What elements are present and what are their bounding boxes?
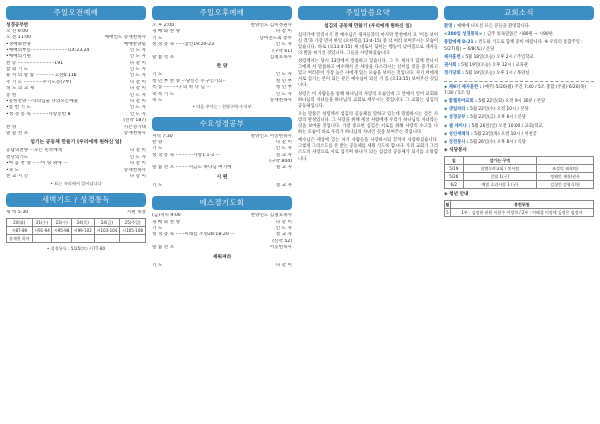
order-line-left: 경 배 와 찬 양 (152, 29, 181, 35)
table-row (445, 208, 594, 216)
order-line-right: 인 도 자 (129, 67, 146, 73)
order-line-left: 기 도 (152, 35, 163, 41)
sermon-paragraph: 오늘 말씀은 성령께서 섬김의 공동체를 말하고 있는데 말씀하시는 것은 사랑의 완성입니다. 그 사랑을 위해 세상 사람에게 우리가 하나님의 자녀라는 것을 보여줄 것입니다. 가장 중요한 섬김은 서로를 위해 사랑의 수고를 다 하는 모습이 바로 우리가 하나님의 자녀인 것을 보여주는 것입니다. (298, 111, 438, 136)
order-line (152, 245, 292, 251)
sermon-paragraph: 십자가에 달리시기 전 예수님은 제자들과의 마지막 만찬에서 요 '이를 보이신 것'과 가장 먼저 한일 (요한복음 13:4-15) 중 더 여러 보여주시는 모습이 있습니다. 바로 (요13:4-15) 제 대로서 닦이는 행동이 낮아짐으로 제자들의 발을 씻기신 것입니다. 그들을 사랑하셨습니다. (298, 32, 438, 57)
order-line-left: •봉헌찬양 ···나의입술 나의모든예물 (6, 99, 79, 105)
order-line-right: 다 같 이 (275, 139, 292, 145)
table-cell (120, 234, 146, 242)
reading-footer: • 성경통독 : 5/25(토) 시77-80 (46, 245, 106, 251)
order-line-left: •축 도 (6, 167, 20, 173)
table-cell: 21(수) (32, 218, 52, 226)
news-item (444, 99, 594, 105)
news-item-title: 환영 : (444, 24, 458, 29)
news-item-text: 5월 22일(수) 오전 10시 / 본당 (470, 107, 529, 113)
order-line-left: 기 도 (152, 146, 163, 152)
standing-note: • 표는 자리에서 일어납니다 (50, 181, 102, 187)
order-line-right: 시온성가대 (123, 124, 146, 130)
praise-subheader: 찬 양 (216, 64, 228, 70)
table-cell: 정해민 제직/권사 (537, 173, 594, 181)
order-line-left: 성 도 의 교 제 (6, 86, 35, 92)
wednesday-study-header: 수요성경공부 (152, 117, 292, 131)
order-line-left: •예배의부름·························요4:23,24 (6, 47, 90, 53)
order-line-left: 성 경 봉 독 ······잠언19:20-23 (152, 42, 214, 48)
news-item-title: ◈ 성전봉사 : (444, 140, 471, 146)
wednesday-last-line: 기 도 설 교 자 (152, 182, 292, 188)
divider (444, 81, 594, 82)
news-item-text: 5월 23일(금) 오후 8시 / 본당 (470, 115, 526, 121)
table-cell: 5/26 (445, 173, 464, 181)
order-line (6, 174, 146, 180)
order-line-left: 성 경 봉 독 ······미래를 소명28:18-20 ··· (152, 232, 235, 238)
news-item-title: 통합예배 D-21 : (444, 40, 479, 46)
church-news-header: 교회소식 (444, 6, 594, 20)
news-item-text: 5월 26일(일) 오전 10:00 / 교회/학교 (471, 123, 543, 129)
order-line-right: 다 같 이 (129, 173, 146, 179)
order-line-left: 오 전 9:00 (6, 28, 29, 34)
table-cell (94, 234, 120, 242)
table-cell: 시99-102 (71, 226, 94, 234)
friday-last-line: 기 도 다 같 이 (152, 262, 292, 268)
order-line-right: 이동헌목사 (269, 245, 292, 251)
order-line-right: (신약 52) (272, 238, 292, 244)
order-line-right: 다 같 이 (129, 161, 146, 167)
order-line-left: 경 배 와 찬 양 (152, 219, 181, 225)
order-line-left: 오 전 11:00 (6, 35, 32, 41)
order-line-right: 인 도 자 (275, 91, 292, 97)
order-line-right: 다 같 이 (275, 29, 292, 35)
order-line-right: 인 도 자 (275, 146, 292, 152)
table-cell: 일 (445, 157, 464, 165)
order-line-left: 축 도 (152, 97, 163, 103)
order-line-left: 찬 양 (6, 124, 17, 130)
table-cell: 25(주일) (120, 218, 146, 226)
table-cell: 예열 효과사람 1 (구) (463, 181, 537, 189)
table-row (445, 173, 594, 181)
table-row (7, 226, 146, 234)
table-cell: 23(수) (52, 218, 72, 226)
table-header-row (445, 157, 594, 165)
order-line-right: 설 교 자 (275, 152, 292, 158)
afternoon-worship-header: 주일오후예배 (152, 6, 292, 20)
order-line-left: 저녁 7:30 (152, 133, 173, 139)
order-line-right: 인 도 자 (129, 111, 146, 117)
time-header: 성경공부반 (6, 23, 29, 28)
order-line-right: 설 교 자 (275, 232, 292, 238)
friday-sub: 세워져라 (212, 254, 232, 260)
morning-worship-order (6, 23, 146, 187)
table-cell (52, 234, 72, 242)
news-item-title: <300일 성경통독> : (444, 32, 488, 38)
sermon-paragraph: 예수님은 세상에 있는 자기 사람들을 사랑하시되 끝까지 사랑하셨습니다. 그렇게 그리스도를 본 받는 공동체를 세워 가도록 합시다. 우리 교회가 그리스도의 사랑으로 서로 섬기며 하나가 되는 섬김의 공동체가 되기를 소망합니다. (298, 138, 438, 162)
order-line-right: 다 같 이 (129, 148, 146, 154)
news-item-title: 권사회 : (444, 63, 462, 69)
table-row (7, 234, 146, 242)
news-item (444, 132, 594, 138)
order-line-right: 김철호목사 (269, 54, 292, 60)
morning-worship-header: 주일오전예배 (6, 6, 146, 20)
order-line-left: •마 음 찬 양 ······이 땅 위에 ··· (6, 161, 68, 167)
order-line-left: 오 후 2:00 (152, 23, 175, 28)
order-line-left: 찬 송 ·························191 (6, 60, 64, 66)
order-line-right: 찬양인도 김철호목사 (250, 213, 292, 219)
table-cell: 시103-104 (94, 226, 120, 234)
table-cell: 갈릴 1(구) (463, 173, 537, 181)
table-cell: 봉헌위원 (450, 200, 593, 208)
table-cell: 김청민 강광식/원 (537, 181, 594, 189)
order-line-right: (신약 187) (123, 118, 146, 124)
table-cell (537, 157, 594, 165)
news-item-text: 5월 23일(목) 오전 10시 / 이천궁 (474, 131, 537, 137)
table-cell: 월 (445, 201, 450, 207)
news-item (444, 55, 594, 61)
table-cell: 시95-98 (52, 226, 72, 234)
order-line-left: 특 송 ·········나 의 하 나 님 ··· (152, 85, 211, 91)
order-line-left: 말 씀 선 포 (152, 245, 175, 251)
dawn-time-line: 새 벽 5:30 시편 묵상 (6, 209, 146, 215)
order-line-right: 인 도 자 (129, 47, 146, 53)
order-line-left: 청 년 부 찬 양 ···당신은 누구인가요·· (152, 78, 226, 84)
news-item-title: ◈ 성경공부 : (444, 115, 471, 121)
order-line-left: 기 도 (152, 226, 163, 232)
table-row (445, 181, 594, 189)
order-line-left: •경배와찬양 (6, 41, 31, 47)
order-line-right: 예배인도 송재천목사 (104, 35, 146, 41)
offering-table (444, 200, 594, 217)
order-line-left: •봉 헌 기 도 (6, 105, 31, 111)
order-line-right: 설 교 자 (275, 165, 292, 171)
news-item-text: 5월 26일(수) 오후 8시 / 식당 (470, 140, 526, 146)
table-cell: 1부 : 김정현 권원 이현주 이정희 / 2부 : 이혜경 이정애 김정은 임정자 (450, 208, 593, 216)
table-cell: 24(목) (71, 218, 94, 226)
news-item-title: 제자훈련 : (444, 54, 466, 60)
order-line-right: 인 도 자 (129, 154, 146, 160)
order-line-right: 인 도 자 (275, 72, 292, 78)
order-line-right: (구약 804) (269, 159, 292, 165)
sermon-summary-header: 주일말씀요약 (298, 6, 438, 20)
table-row (445, 165, 594, 173)
table-cell: 조성덕 제직/팀 (537, 165, 594, 173)
order-line-left: 응답의찬양 ···모든 민족에게 (6, 148, 63, 154)
news-item-title: ◈ 셀 세미나 : (444, 123, 472, 129)
order-line-right: 청 년 부 (275, 78, 292, 84)
order-line-right: 찬양인도 이동헌목사 (250, 133, 292, 139)
dawn-schedule-table (6, 218, 146, 243)
news-item-text: 금주 통독말씀은 시80편 ~ 시90편 (487, 32, 553, 38)
order-line-left: 찬 양 (152, 139, 163, 145)
order-line-right: 송재천목사 (269, 97, 292, 103)
table-cell: 시105-108 (120, 226, 146, 234)
order-line-right: 송재천목사 (123, 130, 146, 136)
wednesday-sub: 시 편 (216, 174, 228, 180)
news-item-text: 5월 18일(오늘) 오후 2시 / 주일학교 (465, 54, 534, 60)
friday-prayer-header: 에스겔기도회 (152, 196, 292, 210)
table-cell: 할렐루야교회 / 봉사팀 (463, 165, 537, 173)
news-item-title: ◈ 성인세례식 : (444, 131, 475, 137)
news-item-text: 5월 22일(화) 오전 9시 30분 / 본당 (478, 98, 546, 104)
order-line-right: 다 같 이 (275, 219, 292, 225)
order-line-right: 찬양인도 김미정권사 (250, 23, 292, 28)
news-item-text: 전도와 기도로 함께 준비 바랍니다. ※ 우리의 통합주일 : 5/27(월) ~ 6/8(토) / 온당 (444, 40, 583, 52)
order-line-right: 다 같 이 (129, 99, 146, 105)
news-item (444, 85, 594, 97)
news-item-title: 정기당회 : (444, 71, 466, 77)
news-item (444, 24, 594, 30)
news-item (444, 40, 594, 52)
news-item (444, 140, 594, 146)
table-cell: 시87-89 (7, 226, 33, 234)
order-line-right: 인 도 자 (129, 73, 146, 79)
news-item-title: ◈ 제9기 제자훈련 : (444, 84, 483, 90)
afternoon-worship-column (152, 6, 292, 269)
news-item (444, 71, 594, 77)
order-line-left: 친 교 시 간 (6, 173, 29, 179)
order-line-left: •성 경 봉 독 ···········사랑봉헌 8 (6, 111, 71, 117)
news-item-text: (매주) 5/20(월) 주간 7:40 / 5조 총합 (주중) 6/20(목) 7:30 / 5조 팀 (444, 84, 587, 96)
order-line-left: •예배의기원 (6, 54, 31, 60)
table-cell: 6/2 (445, 181, 464, 189)
order-line-right: (구약 61) (272, 48, 292, 54)
news-item-title: ◈ 할렐루야교회 : (444, 98, 479, 104)
order-line-right: 송재천목사 (123, 167, 146, 173)
table-cell: 섬기는 구역 (463, 157, 537, 165)
news-item-text: 예배에 나오신 모든 분들을 환영합니다. (457, 24, 531, 29)
order-line-right: 예배찬양팀 (123, 41, 146, 47)
order-line-right: 인 도 자 (129, 105, 146, 111)
news-item (444, 124, 594, 130)
order-line-left: 성 경 봉 독 ············사랑1:1-3 ··· (152, 152, 220, 158)
table-cell (32, 234, 52, 242)
order-line-left: 주 기 도 ·············주기도문(7부) (6, 79, 72, 85)
order-line-right: 다 같 이 (129, 60, 146, 66)
order-line-left: 결단의기도 (6, 154, 29, 160)
table-cell: 시91-94 (32, 226, 52, 234)
table-cell (71, 234, 94, 242)
morning-worship-column (6, 6, 146, 251)
order-line (152, 165, 292, 171)
order-line-left: 말 씀 선 포 (6, 130, 29, 136)
order-line-left: (금)저녁 9:00 (152, 213, 181, 219)
table-row (7, 218, 146, 226)
news-item (444, 115, 594, 121)
offering-title: ◈ 청년 안내 (444, 192, 469, 198)
news-item-text: 5월 19일(오늘) 오후 12시 / 교육관 (461, 63, 528, 69)
sermon-title: 섬기는 공동체 만들기 (우리에게 원하신 일) (30, 140, 122, 146)
order-line-left: 말 씀 선 포 ·········지금도 하나님 여기에 (152, 165, 232, 171)
kitchen-title: ◈ 식당봉사 (444, 148, 467, 154)
table-cell: 24(금) (94, 218, 120, 226)
news-item (444, 32, 594, 38)
table-cell: 5/19 (445, 165, 464, 173)
dawn-prayer-header: 새벽기도 / 성경통독 (6, 193, 146, 207)
order-line-right: 인 도 자 (129, 54, 146, 60)
news-item (444, 107, 594, 113)
order-line-left: 기 도 (152, 72, 163, 78)
table-cell: 5 (446, 209, 449, 215)
news-item (444, 63, 594, 69)
order-line-right: 인 도 자 (129, 92, 146, 98)
sermon-paragraph: 성령은 이 사람들을 통해 하나님의 사랑의 모습인데 그 안에서 일어 교회와 하나님의 자녀들을 하나님의 교회로 세우시는 것입니다. 그 교회는 섬김의 공동체입니다. (298, 91, 438, 109)
table-header-row (445, 200, 594, 208)
order-line-right: 인 도 자 (275, 42, 292, 48)
order-line-right: 남여전도회 총무 (259, 35, 292, 41)
table-cell: 20(화) (7, 218, 33, 226)
order-line-right: 다 같 이 (129, 79, 146, 85)
sermon-summary-title: 섬김의 공동체 만들기 (우리에게 원하신 일) (324, 24, 412, 29)
order-line-left: 봉 헌 (6, 92, 17, 98)
sermon-summary-column (298, 6, 438, 165)
sermon-paragraph: 성령께서는 당시 13장에서 말씀하고 있습니다. 그 두 제자가 함께 만나서 그에게 서 말씀하고 예수께서 온 세상을 다스리시는 신이심 것을 증거하고 있고 여러분이 가장 늦은 자에게 있는 모습을 보이는 것입니다. 자기 어에게 서로 섬기는 본이 되는 분은 예수님이 되신 거 를 (요13:15) 보여주신 것입니다. (298, 59, 438, 89)
order-line (6, 131, 146, 137)
order-line-left: 용 서 의 말 씀 ·············고전6:11b (6, 73, 77, 79)
order-line (152, 55, 292, 61)
order-line-left: 축 복 기 도 (152, 91, 175, 97)
order-line-right: 청 년 부 (275, 85, 292, 91)
order-line-left: 말 씀 선 포 (152, 54, 175, 60)
order-line-right: 인 도 자 (275, 226, 292, 232)
news-item-text: 5월 19일(오늘) 오후 1시 / 목양실 (465, 71, 530, 77)
kitchen-table (444, 156, 594, 189)
church-news-column (444, 6, 594, 217)
afternoon-note: • 마음 주가는 : 헌영구역·수석부 (192, 104, 252, 110)
news-item-title: ◈ 생일파티 : (444, 107, 471, 113)
table-cell: 송재천 목사 (7, 234, 33, 242)
order-line-right: 다 같 이 (129, 86, 146, 92)
order-line-left: 참 회 기 도 (6, 67, 29, 73)
